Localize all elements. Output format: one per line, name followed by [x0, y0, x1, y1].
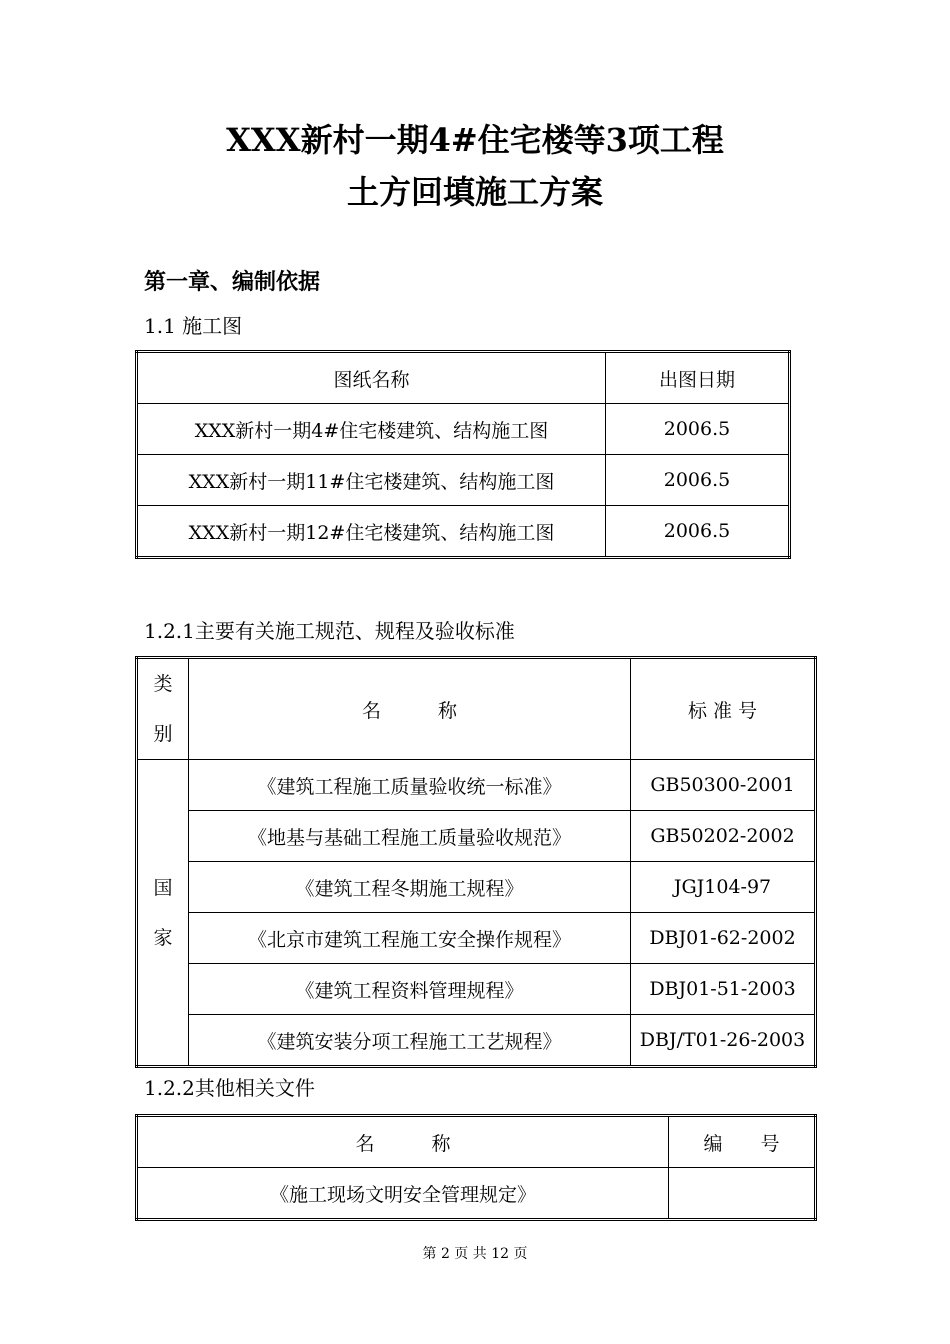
- header-number: 编 号: [669, 1116, 816, 1168]
- header-standard-code: 标 准 号: [631, 658, 816, 760]
- other-documents-table: [135, 1114, 817, 1221]
- section-1-2-1-heading: 1.2.1主要有关施工规范、规程及验收标准: [144, 619, 515, 643]
- table-row: [137, 1168, 816, 1220]
- document-title: XXX新村一期4#住宅楼等3项工程: [226, 121, 724, 159]
- standard-name-cell: 《北京市建筑工程施工安全操作规程》: [189, 913, 631, 964]
- table-row: [137, 404, 790, 455]
- drawings-table: [135, 350, 791, 559]
- table-row: [137, 862, 816, 913]
- standard-code-cell: DBJ01-51-2003: [631, 964, 816, 1015]
- table-row: [137, 760, 816, 811]
- header-issue-date: 出图日期: [606, 352, 790, 404]
- issue-date-cell: 2006.5: [606, 404, 790, 455]
- category-char: 家: [153, 926, 173, 949]
- issue-date-cell: 2006.5: [606, 506, 790, 558]
- document-number-cell: [669, 1168, 816, 1220]
- header-drawing-name: 图纸名称: [137, 352, 606, 404]
- table-row: [137, 506, 790, 558]
- page-footer: 第 2 页 共 12 页: [422, 1246, 528, 1262]
- header-category: [137, 658, 189, 760]
- drawing-name-cell: XXX新村一期12#住宅楼建筑、结构施工图: [137, 506, 606, 558]
- chapter-heading: 第一章、编制依据: [144, 270, 321, 295]
- header-name: 名 称: [189, 658, 631, 760]
- table-header-row: [137, 658, 816, 760]
- section-1-1-heading: 1.1 施工图: [144, 314, 243, 338]
- document-name-cell: 《施工现场文明安全管理规定》: [137, 1168, 669, 1220]
- table-row: [137, 913, 816, 964]
- standards-table: [135, 656, 817, 1068]
- table-row: [137, 811, 816, 862]
- header-category-char: 别: [153, 723, 173, 745]
- standard-code-cell: DBJ01-62-2002: [631, 913, 816, 964]
- standard-code-cell: JGJ104-97: [631, 862, 816, 913]
- table-row: [137, 455, 790, 506]
- drawing-name-cell: XXX新村一期11#住宅楼建筑、结构施工图: [137, 455, 606, 506]
- standard-name-cell: 《建筑安装分项工程施工工艺规程》: [189, 1015, 631, 1067]
- table-header-row: [137, 352, 790, 404]
- category-cell: [137, 760, 189, 1067]
- standard-code-cell: GB50300-2001: [631, 760, 816, 811]
- standard-code-cell: GB50202-2002: [631, 811, 816, 862]
- table-row: [137, 964, 816, 1015]
- drawing-name-cell: XXX新村一期4#住宅楼建筑、结构施工图: [137, 404, 606, 455]
- standard-name-cell: 《建筑工程冬期施工规程》: [189, 862, 631, 913]
- category-char: 国: [153, 876, 173, 899]
- document-subtitle: 土方回填施工方案: [346, 173, 603, 211]
- section-1-2-2-heading: 1.2.2其他相关文件: [144, 1076, 315, 1100]
- standard-name-cell: 《建筑工程资料管理规程》: [189, 964, 631, 1015]
- standard-name-cell: 《建筑工程施工质量验收统一标准》: [189, 760, 631, 811]
- table-header-row: [137, 1116, 816, 1168]
- table-row: [137, 1015, 816, 1067]
- issue-date-cell: 2006.5: [606, 455, 790, 506]
- standard-name-cell: 《地基与基础工程施工质量验收规范》: [189, 811, 631, 862]
- header-category-char: 类: [153, 673, 173, 695]
- standard-code-cell: DBJ/T01-26-2003: [631, 1015, 816, 1067]
- header-name: 名 称: [137, 1116, 669, 1168]
